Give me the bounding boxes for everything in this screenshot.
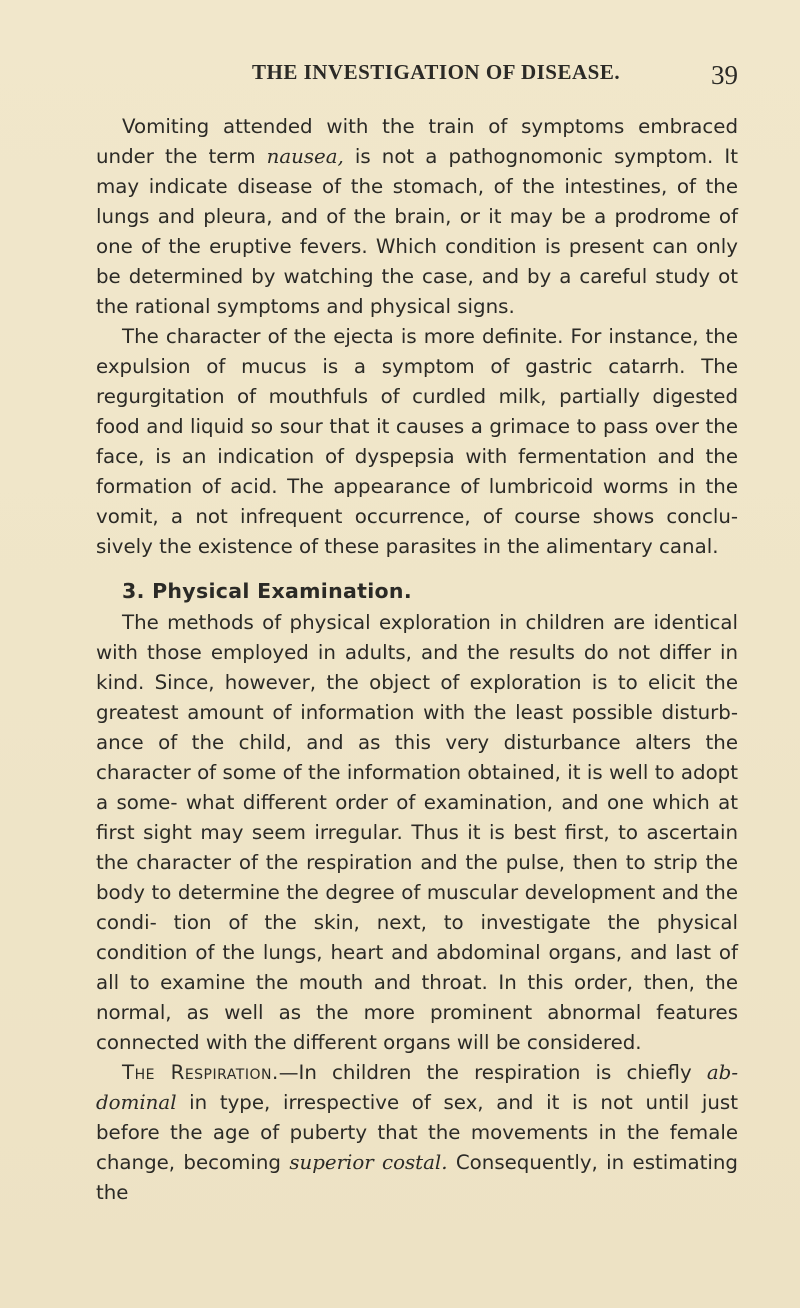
paragraph-respiration (96, 1058, 738, 1208)
paragraph-text: is not a pathognomonic symptom. It may indicate disease of the stomach, of the intestines, of the lungs and pleura, and of the brain, or it may be a prodrome of one of the eruptive fevers. Which condition is present can only be determined by watching the case, and by a careful study ot the rational symptoms and physical signs. (96, 145, 738, 318)
italic-term: nausea, (266, 145, 344, 168)
italic-term: superior costal. (289, 1151, 448, 1174)
run-in-heading: The Respiration. (122, 1061, 279, 1084)
paragraph-text: —In children the respiration is chiefly (278, 1061, 707, 1084)
section-heading: 3. Physical Examination. (122, 579, 412, 603)
page-number: 39 (711, 60, 738, 90)
paragraph-physical-exploration: The methods of physical exploration in children are identical with those employed in adults, and the results do not differ in kind. Since, however, the object of exploration is to elicit the greatest amount of information with the least possible disturb- ance of the child, and as this very disturbance alters the character of some of the information obtained, it is well to adopt a some- what different order of examination, and one which at first sight may seem irregular. Thus it is best first, to ascertain the character of the respiration and the pulse, then to strip the body to determine the degree of muscular development and the condi- tion of the skin, next, to investigate the physical condition of the lungs, heart and abdominal organs, and last of all to examine the mouth and throat. In this order, then, the normal, as well as the more prominent abnormal features connected with the different organs will be considered. (96, 611, 738, 1054)
paragraph-text: in type, irrespective of sex, and it is not until just before the age of puberty that the movements in the female change, becoming (96, 1091, 738, 1174)
italic-term: ab- dominal (96, 1061, 738, 1114)
paragraph-text: Vomiting attended with the train of symptoms embraced under the term (96, 115, 738, 168)
paragraph-vomiting (96, 112, 738, 322)
paragraph-text: Consequently, in estimating the (96, 1151, 738, 1204)
paragraph-ejecta: The character of the ejecta is more definite. For instance, the expulsion of mucus is a symptom of gastric catarrh. The regurgitation of mouthfuls of curdled milk, partially digested food and liquid so sour that it causes a grimace to pass over the face, is an indication of dyspepsia with fermentation and the formation of acid. The appearance of lumbricoid worms in the vomit, a not infrequent occurrence, of course shows conclu- sively the existence of these parasites in the alimentary canal. (96, 325, 738, 558)
body-text (96, 112, 738, 1208)
running-head: THE INVESTIGATION OF DISEASE. (252, 60, 621, 84)
